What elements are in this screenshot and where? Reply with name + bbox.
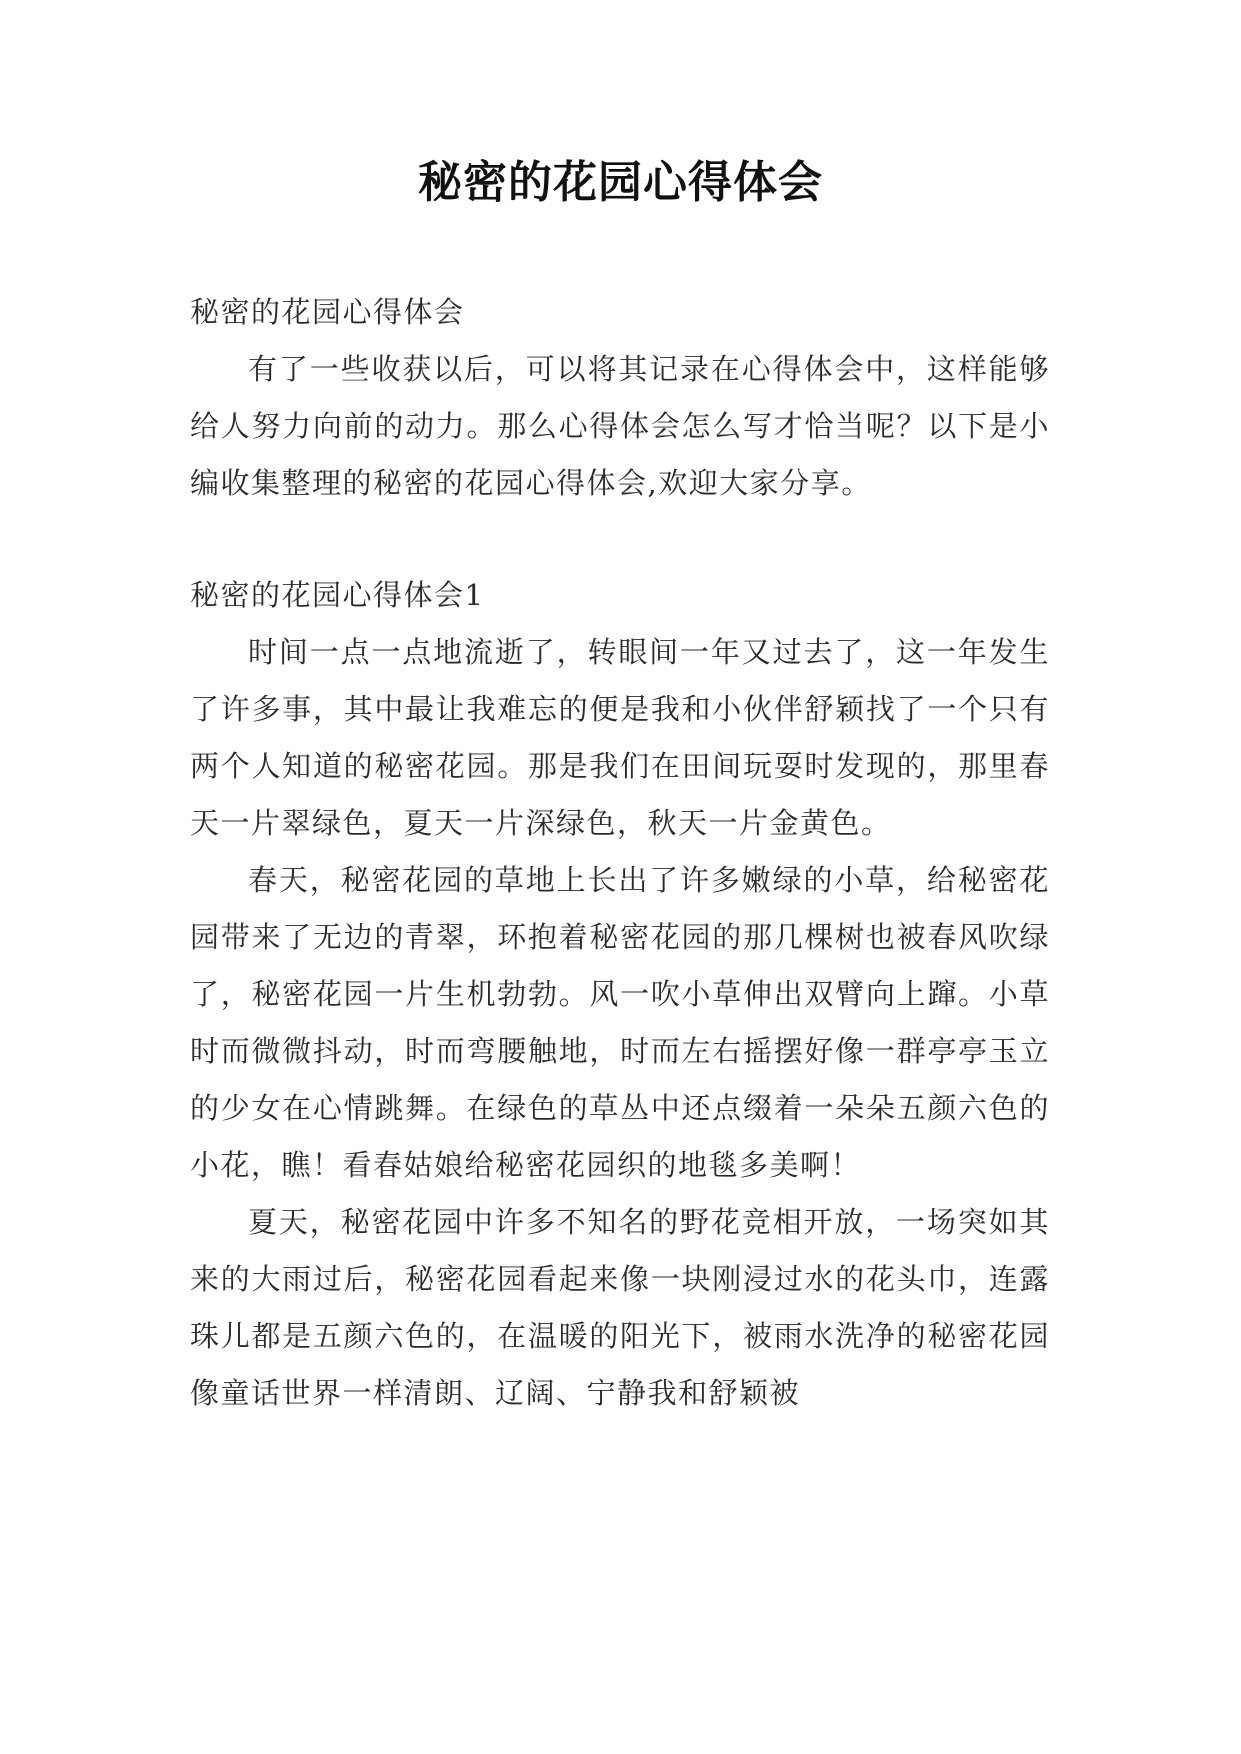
- intro-paragraph: 有了一些收获以后，可以将其记录在心得体会中，这样能够给人努力向前的动力。那么心得体会怎么写才恰当呢？以下是小编收集整理的秘密的花园心得体会,欢迎大家分享。: [190, 352, 1050, 500]
- document-title: 秘密的花园心得体会: [418, 157, 823, 208]
- section-spacer: [190, 512, 1050, 567]
- document-body: [190, 284, 1050, 1422]
- section-1-paragraph: 春天，秘密花园的草地上长出了许多嫩绿的小草，给秘密花园带来了无边的青翠，环抱着秘密花园的那几棵树也被春风吹绿了，秘密花园一片生机勃勃。风一吹小草伸出双臂向上蹿。小草时而微微抖动，时而弯腰触地，时而左右摇摆好像一群亭亭玉立的少女在心情跳舞。在绿色的草丛中还点缀着一朵朵五颜六色的小花，瞧！看春姑娘给秘密花园织的地毯多美啊！: [190, 863, 1050, 1182]
- section-1-heading: 秘密的花园心得体会1: [190, 578, 485, 612]
- section-1-paragraph: 夏天，秘密花园中许多不知名的野花竞相开放，一场突如其来的大雨过后，秘密花园看起来像一块刚浸过水的花头巾，连露珠儿都是五颜六色的，在温暖的阳光下，被雨水洗净的秘密花园像童话世界一样清朗、辽阔、宁静我和舒颖被: [190, 1205, 1050, 1410]
- intro-heading: 秘密的花园心得体会: [190, 295, 465, 329]
- section-1-paragraph: 时间一点一点地流逝了，转眼间一年又过去了，这一年发生了许多事，其中最让我难忘的便是我和小伙伴舒颖找了一个只有两个人知道的秘密花园。那是我们在田间玩耍时发现的，那里春天一片翠绿色，夏天一片深绿色，秋天一片金黄色。: [190, 635, 1050, 840]
